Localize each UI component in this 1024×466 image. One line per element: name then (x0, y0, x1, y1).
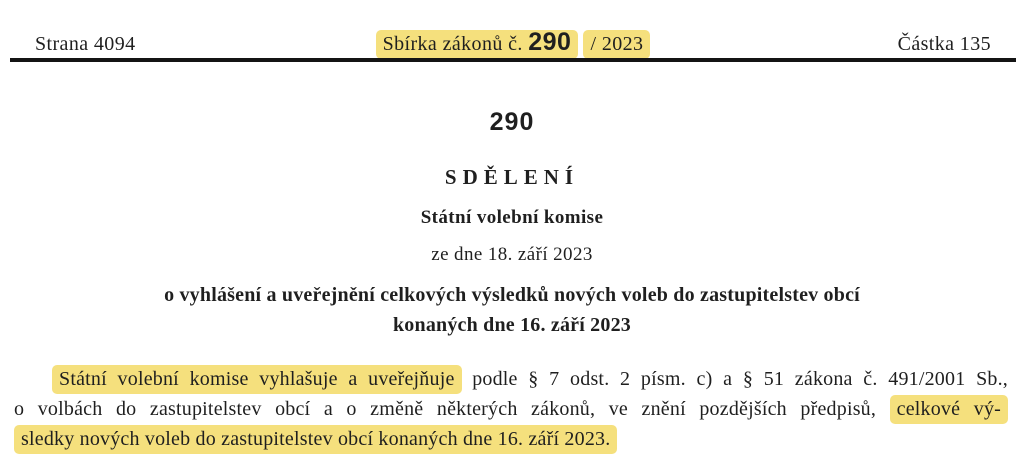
gazette-title-prefix: Sbírka zákonů č. (382, 33, 523, 55)
subject-line-1: o vyhlášení a uveřejnění celkových výsledků nových voleb do zastupitelstev obcí (164, 284, 860, 306)
body-line-3 (14, 424, 1008, 454)
act-number: 290 (489, 108, 535, 136)
date-line: ze dne 18. září 2023 (431, 244, 593, 265)
page-number-label: Strana 4094 (35, 33, 136, 55)
header-rule (10, 58, 1016, 62)
body-line-3-highlight: sledky nových voleb do zastupitelstev obcí konaných dne 16. září 2023. (14, 425, 617, 454)
gazette-year-highlight (583, 30, 650, 59)
body-line-1-rest: podle § 7 odst. 2 písm. c) a § 51 zákona č. 491/2001 Sb., (472, 368, 1009, 390)
gazette-title-number: 290 (528, 28, 572, 56)
body-line-2-text: o volbách do zastupitelstev obcí a o změně některých zákonů, ve znění pozdějších předpisů, (14, 398, 877, 420)
document-type-heading: SDĚLENÍ (444, 165, 580, 189)
body-line-2 (14, 394, 1008, 424)
subject-heading (0, 280, 1024, 340)
page-header (35, 28, 991, 57)
body-line-1 (14, 364, 1008, 394)
gazette-title-highlight (376, 30, 579, 59)
issue-number-label: Částka 135 (897, 33, 992, 55)
gazette-title-year: 2023 (601, 33, 644, 55)
body-line-2-highlight: celkové vý- (890, 395, 1008, 424)
title-block (0, 108, 1024, 340)
body-paragraph (14, 364, 1008, 454)
body-line-1-highlight: Státní volební komise vyhlašuje a uveřejňuje (52, 365, 462, 394)
gazette-title-separator: / (590, 33, 597, 55)
gazette-title (376, 28, 651, 57)
issuing-authority: Státní volební komise (420, 207, 604, 228)
subject-line-2: konaných dne 16. září 2023 (392, 314, 631, 336)
